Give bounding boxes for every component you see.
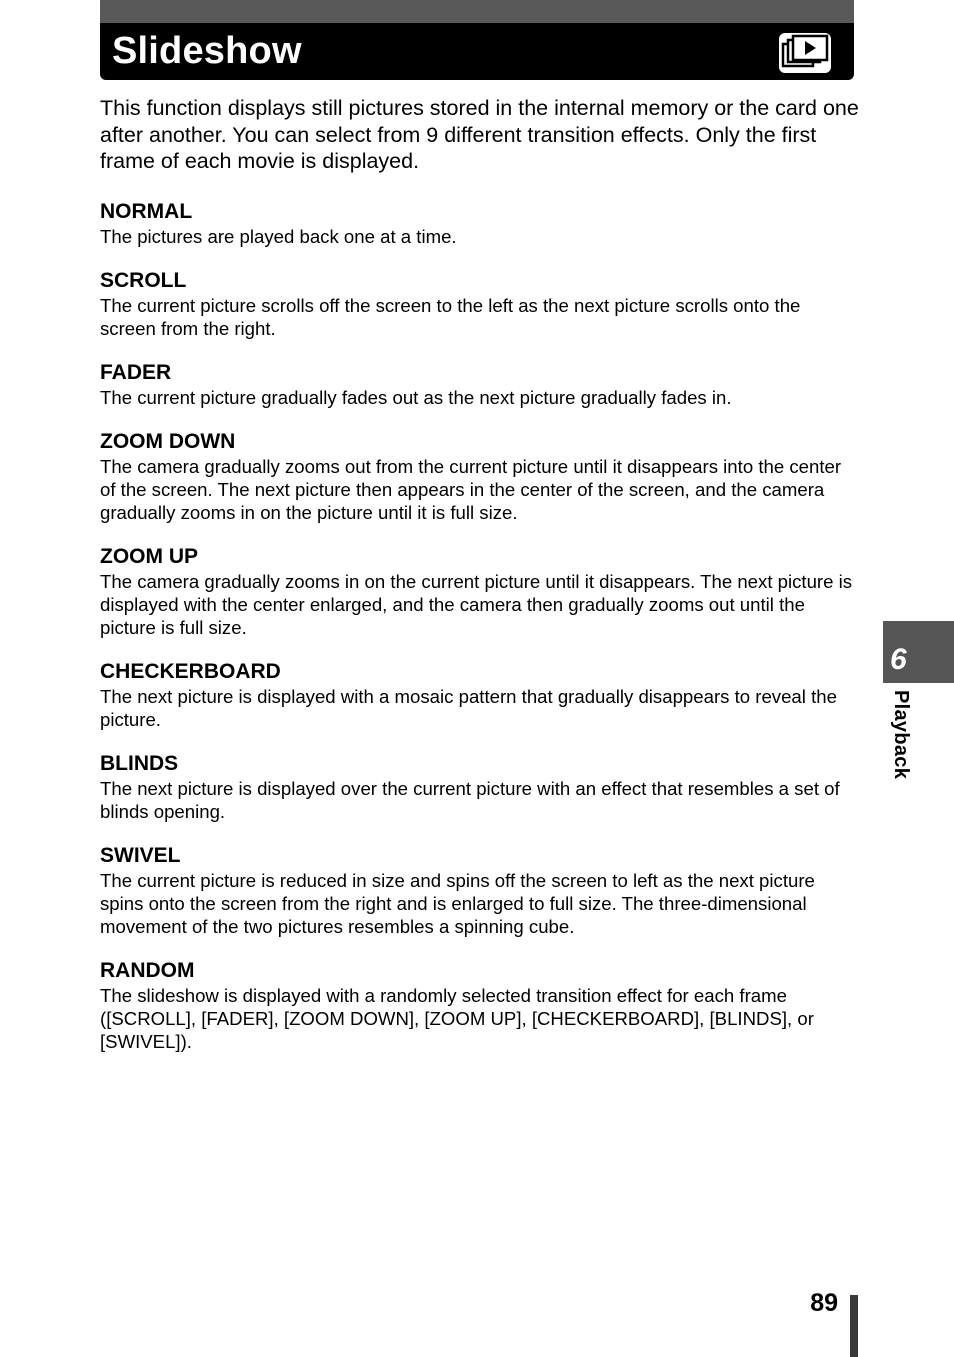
page-number-bar <box>850 1295 858 1357</box>
entry-swivel <box>100 843 860 938</box>
title-bar-top-strip <box>100 0 854 23</box>
entry-heading: ZOOM DOWN <box>100 430 236 453</box>
entry-heading: CHECKERBOARD <box>100 660 281 683</box>
entry-heading: NORMAL <box>100 200 193 223</box>
chapter-number: 6 <box>890 643 907 676</box>
chapter-label-container <box>888 690 914 800</box>
entry-text: The current picture is reduced in size and spins off the screen to left as the next picture spins onto the screen from the right and is enlarged to full size. The three-dimensional movement of the two pictures resembles a spinning cube. <box>100 870 815 937</box>
entry-checkerboard <box>100 659 860 731</box>
entry-heading: BLINDS <box>100 752 179 775</box>
page-title: Slideshow <box>112 30 302 72</box>
intro-paragraph: This function displays still pictures stored in the internal memory or the card one after another. You can select from 9 different transition effects. Only the first frame of each movie is displayed. <box>100 96 859 173</box>
entry-text: The slideshow is displayed with a randomly selected transition effect for each frame ([SCROLL], [FADER], [ZOOM DOWN], [ZOOM UP], [CHECKERBOARD], [BLINDS], or [SWIVEL]). <box>100 985 814 1052</box>
entry-text: The next picture is displayed with a mosaic pattern that gradually disappears to reveal the picture. <box>100 686 837 730</box>
entry-fader <box>100 360 860 409</box>
entry-text: The current picture gradually fades out as the next picture gradually fades in. <box>100 387 732 408</box>
page-number: 89 <box>810 1289 838 1317</box>
entry-normal <box>100 199 860 248</box>
chapter-label: Playback <box>890 690 912 780</box>
entry-text: The camera gradually zooms in on the current picture until it disappears. The next picture is displayed with the center enlarged, and the camera then gradually zooms out until the picture is full size. <box>100 571 853 638</box>
entry-heading: ZOOM UP <box>100 545 198 568</box>
entry-text: The pictures are played back one at a time. <box>100 226 457 247</box>
entry-heading: RANDOM <box>100 959 195 982</box>
title-bar <box>100 0 854 80</box>
entry-blinds <box>100 751 860 823</box>
entry-text: The current picture scrolls off the screen to the left as the next picture scrolls onto the screen from the right. <box>100 295 801 339</box>
entry-text: The camera gradually zooms out from the current picture until it disappears into the center of the screen. The next picture then appears in the center of the screen, and the camera gradually zooms in on the picture until it is full size. <box>100 456 842 523</box>
entry-heading: SCROLL <box>100 269 187 292</box>
entry-scroll <box>100 268 860 340</box>
entry-random <box>100 958 860 1053</box>
entry-heading: SWIVEL <box>100 844 181 867</box>
entry-zoom-up <box>100 544 860 639</box>
entry-text: The next picture is displayed over the current picture with an effect that resembles a set of blinds opening. <box>100 778 840 822</box>
transition-effects-list <box>100 199 860 1053</box>
entry-zoom-down <box>100 429 860 524</box>
entry-heading: FADER <box>100 361 172 384</box>
slideshow-icon <box>778 32 832 74</box>
